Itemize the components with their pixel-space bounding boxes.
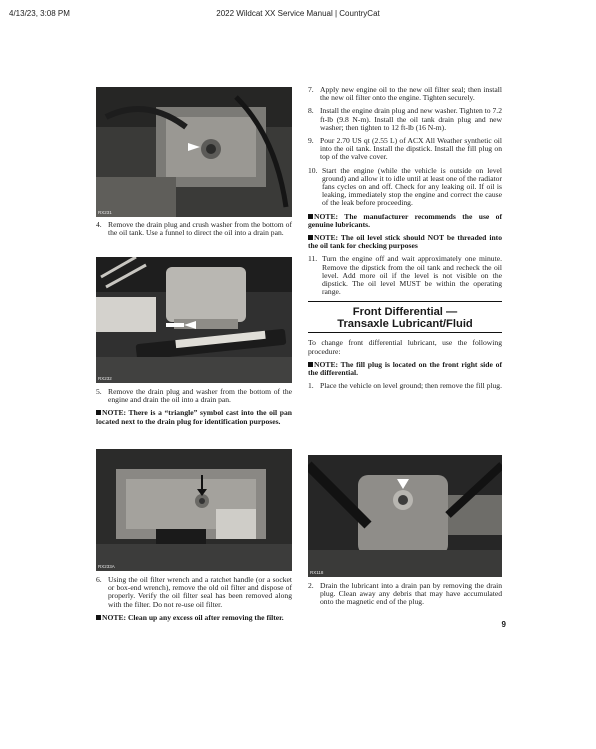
step-1: 1. Place the vehicle on level ground; then remove the fill plug. [308,381,502,391]
section-intro: To change front differential lubricant, use the following procedure: [308,338,502,356]
step-2: 2. Drain the lubricant into a drain pan by removing the drain plug. Clean away any debris that may have accumulated onto the magnetic end of the plug. [308,581,502,607]
figure-caption: RX233A [98,564,115,569]
bullet-square-icon [308,362,313,367]
bullet-square-icon [308,235,313,240]
step-8: 8. Install the engine drain plug and new washer. Tighten to 7.2 ft-lb (9.8 N-m). Install the oil tank drain plug and new washer; then tighten to 12 ft-lb (16 N-m). [308,106,502,132]
step-5: 5. Remove the drain plug and washer from the bottom of the engine and drain the oil into a drain pan. [96,387,292,405]
figure-caption: RX232 [98,376,112,381]
figure-differential-photo [308,455,502,577]
figure-oil-pan-photo [96,449,292,571]
step-10: 10. Start the engine (while the vehicle is outside on level ground) and allow it to idle until at least one of the radiator fans cycles on and off. Check for any leaking oil. If oil is leaking, immediately stop the engine and correct the cause of the leak before proceeding. [308,165,502,208]
figure-caption: RX118 [310,570,324,575]
left-column-step6 [96,576,292,627]
note-genuine-lubricants: NOTE: The manufacturer recommends the use of genuine lubricants. [308,211,502,229]
note-triangle-symbol: NOTE: There is a “triangle” symbol cast into the oil pan located next to the drain plug for identification purposes. [96,408,292,426]
step-9: 9. Pour 2.70 US qt (2.55 L) of ACX All Weather synthetic oil into the oil tank. Install the dipstick. Install the fill plug on top of the valve cover. [308,136,502,162]
step-7: 7. Apply new engine oil to the new oil filter seal; then install the new oil filter onto the engine. Tighten securely. [308,85,502,103]
step-4: 4. Remove the drain plug and crush washer from the bottom of the oil tank. Use a funnel to direct the oil into a drain pan. [96,220,292,238]
print-timestamp: 4/13/23, 3:08 PM [9,9,70,18]
figure-oil-tank-photo [96,87,292,217]
section-heading-front-differential: Front Differential — Transaxle Lubricant/Fluid [308,301,502,333]
figure-drain-plug-photo [96,257,292,383]
note-fill-plug-location: NOTE: The fill plug is located on the front right side of the differential. [308,359,502,378]
bullet-square-icon [96,410,101,415]
left-column-step4 [96,221,292,242]
step-11: 11. Turn the engine off and wait approximately one minute. Remove the dipstick from the oil tank and recheck the oil level. Add more oil if the level is not visible on the dipstick. The oil level MUST be within the operating range. [308,254,502,297]
step-6: 6. Using the oil filter wrench and a ratchet handle (or a socket or box-end wrench), remove the old oil filter and dispose of properly. Verify the oil filter seal has been removed along with the filter. Do not re-use oil filter. [96,575,292,609]
figure-caption: RX231 [98,210,112,215]
right-column-bottom [308,582,502,612]
right-column-top [308,86,502,395]
page-number: 9 [501,620,506,629]
note-oil-level-stick: NOTE: The oil level stick should NOT be threaded into the oil tank for checking purposes [308,233,502,251]
bullet-square-icon [308,214,313,219]
left-column-step5 [96,388,292,431]
bullet-square-icon [96,615,101,620]
document-title: 2022 Wildcat XX Service Manual | CountryCat [216,9,380,18]
note-clean-up-oil: NOTE: Clean up any excess oil after removing the filter. [96,614,292,622]
